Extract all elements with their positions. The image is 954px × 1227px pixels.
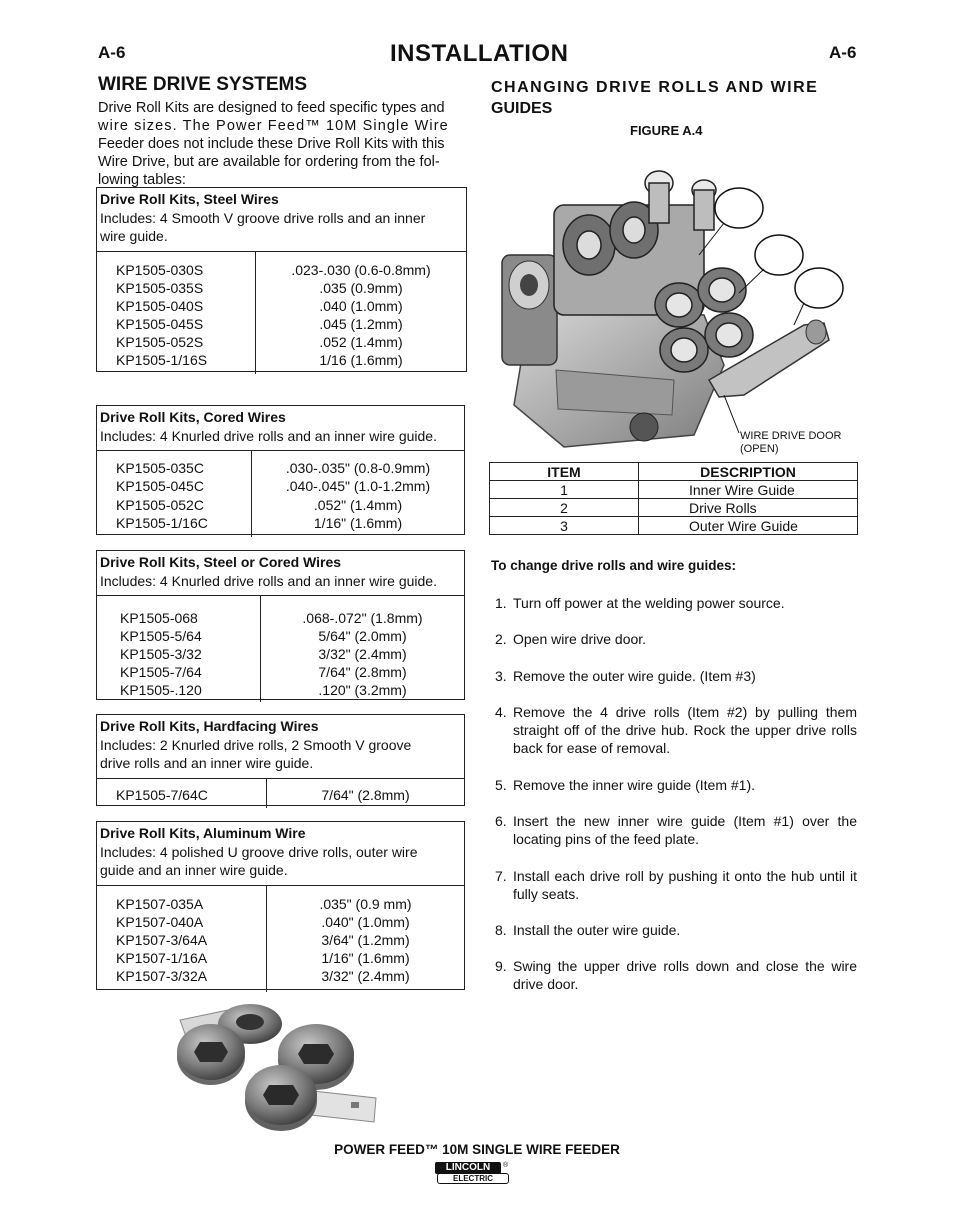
- logo-bottom-text: ELECTRIC: [437, 1173, 509, 1184]
- intro-line: Feeder does not include these Drive Roll Kits with this: [98, 136, 445, 152]
- item-number: 1: [490, 481, 639, 499]
- table-row: KP1507-1/16A 1/16" (1.6mm): [116, 950, 410, 966]
- intro-line: wire sizes. The Power Feed™ 10M Single Wire: [98, 118, 449, 134]
- lincoln-electric-logo: [435, 1162, 510, 1186]
- table-row: KP1505-1/16C 1/16" (1.6mm): [116, 515, 403, 531]
- step-item: 9. Swing the upper drive rolls down and close the wire drive door.: [495, 958, 857, 992]
- intro-paragraph: [98, 99, 464, 189]
- kit-title: Drive Roll Kits, Steel or Cored Wires: [100, 554, 342, 570]
- table-row: KP1505-068 .068-.072" (1.8mm): [120, 610, 423, 626]
- kit-includes: Includes: 4 Smooth V groove drive rolls and an inner: [100, 209, 426, 226]
- drive-rolls-photo: [168, 1000, 390, 1142]
- step-item: 8. Install the outer wire guide.: [495, 922, 681, 938]
- table-row: KP1505-045S .045 (1.2mm): [116, 316, 403, 332]
- intro-line: Wire Drive, but are available for ordering from the fol-: [98, 154, 440, 170]
- item-number: 2: [490, 499, 639, 517]
- item-description: Drive Rolls: [639, 499, 858, 517]
- table-row: KP1505-030S .023-.030 (0.6-0.8mm): [116, 262, 431, 278]
- step-item: 1. Turn off power at the welding power source.: [495, 595, 785, 611]
- steps-heading: To change drive rolls and wire guides:: [491, 558, 737, 573]
- table-row: KP1507-040A .040" (1.0mm): [116, 914, 410, 930]
- kit-title: Drive Roll Kits, Hardfacing Wires: [100, 718, 319, 734]
- step-item: 2. Open wire drive door.: [495, 631, 647, 647]
- table-header-row: [490, 463, 858, 481]
- page-number-right: A-6: [829, 43, 857, 62]
- kit-title: Drive Roll Kits, Aluminum Wire: [100, 825, 306, 841]
- table-row: KP1505-.120 .120" (3.2mm): [120, 682, 407, 698]
- wire-drive-door-label: [740, 430, 841, 456]
- logo-top-text: LINCOLN: [435, 1162, 501, 1174]
- table-row: KP1505-3/32 3/32" (2.4mm): [120, 646, 407, 662]
- kit-includes: Includes: 4 Knurled drive rolls and an inner wire guide.: [100, 427, 437, 444]
- step-item: 3. Remove the outer wire guide. (Item #3): [495, 668, 756, 684]
- kit-includes: Includes: 4 Knurled drive rolls and an inner wire guide.: [100, 572, 437, 589]
- step-item: 6. Insert the new inner wire guide (Item #1) over the locating pins of the feed plate.: [495, 813, 857, 847]
- table-row: KP1505-1/16S 1/16 (1.6mm): [116, 352, 403, 368]
- figure-caption: FIGURE A.4: [630, 123, 703, 138]
- door-label-line: (OPEN): [740, 443, 779, 455]
- table-row: KP1507-3/64A 3/64" (1.2mm): [116, 932, 410, 948]
- section-heading-wire-drive: WIRE DRIVE SYSTEMS: [98, 74, 308, 95]
- kit-includes: Includes: 2 Knurled drive rolls, 2 Smooth V groove: [100, 736, 412, 753]
- kit-table-steel-or-cored: [96, 550, 465, 700]
- table-row: [490, 499, 858, 517]
- kit-includes: guide and an inner wire guide.: [100, 862, 288, 878]
- kit-table-aluminum: [96, 821, 465, 990]
- kit-title: Drive Roll Kits, Cored Wires: [100, 409, 286, 425]
- table-row: KP1505-035C .030-.035" (0.8-0.9mm): [116, 460, 431, 476]
- table-row: KP1507-3/32A 3/32" (2.4mm): [116, 968, 410, 984]
- table-row: KP1505-040S .040 (1.0mm): [116, 298, 403, 314]
- table-row: [490, 517, 858, 535]
- kit-includes: wire guide.: [100, 228, 168, 244]
- table-row: KP1505-035S .035 (0.9mm): [116, 280, 403, 296]
- heading-line: GUIDES: [491, 100, 553, 117]
- column-header: ITEM: [490, 463, 639, 481]
- table-row: KP1505-7/64C 7/64" (2.8mm): [116, 787, 410, 803]
- step-item: 4. Remove the 4 drive rolls (Item #2) by pulling them straight off of the drive hub. Rock the upper drive rolls back for ease of removal.: [495, 704, 857, 756]
- kit-title: Drive Roll Kits, Steel Wires: [100, 191, 279, 207]
- kit-table-steel: [96, 187, 467, 372]
- table-row: KP1505-052S .052 (1.4mm): [116, 334, 403, 350]
- intro-line: lowing tables:: [98, 172, 186, 188]
- table-row: KP1505-5/64 5/64" (2.0mm): [120, 628, 407, 644]
- heading-line: CHANGING DRIVE ROLLS AND WIRE: [491, 79, 819, 96]
- page-number-left: A-6: [98, 43, 126, 62]
- table-row: KP1505-7/64 7/64" (2.8mm): [120, 664, 407, 680]
- kit-table-cored: [96, 405, 465, 535]
- column-header: DESCRIPTION: [639, 463, 858, 481]
- step-item: 5. Remove the inner wire guide (Item #1).: [495, 777, 755, 793]
- logo-registered-mark: ®: [503, 1162, 509, 1169]
- item-description: Inner Wire Guide: [639, 481, 858, 499]
- page-title: INSTALLATION: [390, 40, 569, 67]
- item-legend-table: [489, 462, 858, 535]
- section-heading-changing-rolls: [491, 77, 857, 119]
- kit-includes: drive rolls and an inner wire guide.: [100, 755, 314, 771]
- kit-includes: Includes: 4 polished U groove drive rolls, outer wire: [100, 843, 418, 860]
- step-item: 7. Install each drive roll by pushing it onto the hub until it fully seats.: [495, 868, 857, 902]
- intro-line: Drive Roll Kits are designed to feed specific types and: [98, 100, 445, 116]
- item-number: 3: [490, 517, 639, 535]
- door-label-line: WIRE DRIVE DOOR: [740, 430, 842, 442]
- item-description: Outer Wire Guide: [639, 517, 858, 535]
- table-row: [490, 481, 858, 499]
- table-row: KP1505-045C .040-.045" (1.0-1.2mm): [116, 478, 431, 494]
- table-row: KP1505-052C .052" (1.4mm): [116, 497, 403, 513]
- wire-drive-figure: [494, 165, 858, 457]
- table-row: KP1507-035A .035" (0.9 mm): [116, 896, 412, 912]
- kit-table-hardfacing: [96, 714, 465, 806]
- footer-product-name: POWER FEED™ 10M SINGLE WIRE FEEDER: [334, 1142, 620, 1157]
